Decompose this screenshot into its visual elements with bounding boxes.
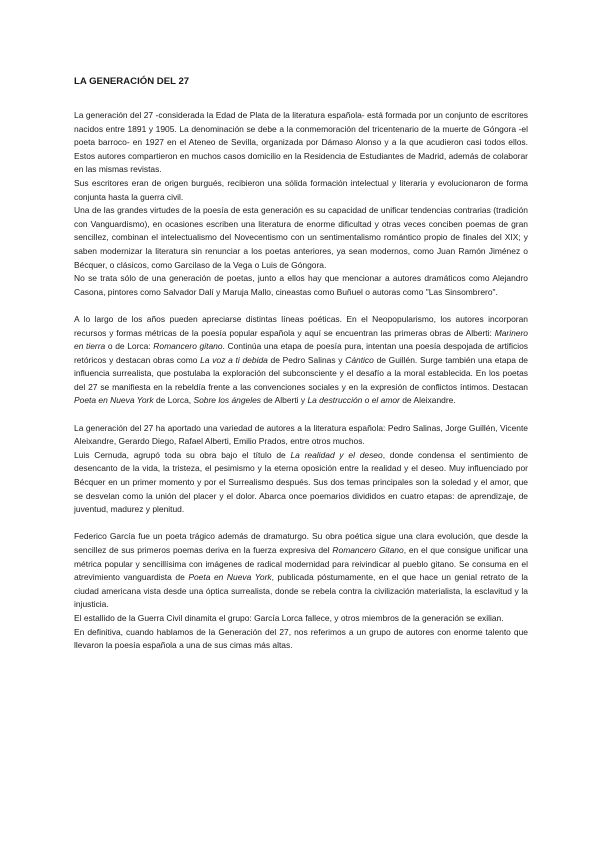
- paragraph-p6: [74, 422, 528, 449]
- italic-title: Cántico: [345, 354, 374, 365]
- text-segment: de Pedro Salinas y: [267, 354, 346, 365]
- text-segment: Federico García fue un poeta trágico además de dramaturgo. Su obra poética sigue una clara evolución, que desde la sencillez de sus primeros poemas deriva en la fuerza expresiva del: [74, 531, 528, 555]
- text-segment: En definitiva, cuando hablamos de la Generación del 27, nos referimos a un grupo de autores con enorme talento que llevaron la poesía española a una de sus cimas más altas.: [74, 626, 528, 651]
- text-segment: de Aleixandre.: [399, 395, 456, 406]
- document-body: [74, 109, 528, 653]
- paragraph-p8: [74, 530, 528, 612]
- paragraph-p2: [74, 177, 528, 204]
- paragraph-p3: [74, 204, 528, 272]
- text-segment: Sus escritores eran de origen burgués, recibieron una sólida formación intelectual y literaria y evolucionaron de forma conjunta hasta la guerra civil.: [74, 177, 528, 202]
- italic-title: Poeta en Nueva York: [188, 572, 272, 583]
- text-segment: , en el que consigue unificar una métrica popular y sencillísima con imágenes de radical modernidad para reivindicar al pueblo gitano. Se consuma en el atrevimiento vanguardista de: [74, 545, 529, 583]
- italic-title: La voz a ti debida: [200, 354, 268, 365]
- text-segment: No se trata sólo de una generación de poetas, junto a ellos hay que mencionar a autores dramáticos como Alejandro Casona, pintores como Salvador Dalí y Maruja Mallo, cineastas como Buñuel o autoras como "Las Sinsombrero".: [74, 273, 528, 297]
- text-segment: La generación del 27 ha aportado una variedad de autores a la literatura española: Pedro Salinas, Jorge Guillén, Vicente Aleixandre, Gerardo Diego, Rafael Alberti, Emilio Prados, entre otros muchos.: [74, 422, 528, 447]
- italic-title: Romancero Gitano: [332, 545, 404, 555]
- text-segment: de Alberti y: [261, 395, 308, 406]
- paragraph-p4: [74, 272, 528, 299]
- text-segment: , donde condensa el sentimiento de desencanto de la vida, la tristeza, el pesimismo y la eterna oposición entre la realidad y el deseo. Muy influenciado por Bécquer en un primer momento y por el Surrealismo después. Sus dos temas principales son la soledad y el amor, que se desvelan como la unión del placer y el dolor. Abarca once poemarios divididos en cuatro etapas: de aprendizaje, de juventud, madurez y plenitud.: [74, 449, 528, 515]
- italic-title: Poeta en Nueva York: [74, 395, 154, 406]
- paragraph-p1: [74, 109, 528, 177]
- italic-title: Sobre los ángeles: [193, 395, 262, 406]
- text-segment: . Continúa una etapa de poesía pura, intentan una poesía despojada de artificios retóricos y destacan obras como: [74, 341, 529, 365]
- text-segment: de Guillén. Surge también una etapa de influencia surrealista, que postulaba la exploración del subconsciente y el desafío a la moral establecida. En los poetas del 27 se manifiesta en la rebeldía frente a las convenciones sociales y en la expresión de conflictos íntimos. Destacan: [74, 354, 529, 392]
- paragraph-p10: [74, 626, 528, 653]
- paragraph-p7: [74, 449, 528, 517]
- italic-title: Romancero gitano: [153, 341, 223, 352]
- paragraph-p9: [74, 612, 528, 626]
- paragraph-p5: [74, 313, 528, 408]
- text-segment: A lo largo de los años pueden apreciarse distintas líneas poéticas. En el Neopopularismo, los autores incorporan recursos y formas métricas de la poesía popular española y aquí se encuentran las primeras obras de Alberti:: [74, 313, 528, 338]
- italic-title: Marinero en tierra: [74, 327, 528, 352]
- text-segment: Una de las grandes virtudes de la poesía de esta generación es su capacidad de unificar tendencias contrarias (tradición con Vanguardismo), en ocasiones escriben una literatura de enorme dificultad y otras veces conciben poemas de gran sencillez, combinan el intelectualismo del Novecentismo con un sentimentalismo romántico propio de finales del XIX; y saben modernizar la literatura sin renunciar a los poetas anteriores, ya sean modernos, como Juan Ramón Jiménez o Bécquer, o clásicos, como Garcilaso de la Vega o Luis de Góngora.: [74, 205, 528, 270]
- italic-title: La destrucción o el amor: [307, 395, 400, 406]
- italic-title: La realidad y el deseo: [290, 449, 383, 460]
- page-title: LA GENERACIÓN DEL 27: [74, 76, 190, 87]
- text-segment: Luis Cernuda, agrupó toda su obra bajo el título de: [74, 449, 291, 460]
- text-segment: El estallido de la Guerra Civil dinamita el grupo: García Lorca fallece, y otros miembros de la generación se exilian.: [74, 612, 504, 623]
- text-segment: , publicada póstumamente, en el que hace un genial retrato de la ciudad americana vista desde una óptica surrealista, donde se rebela contra la civilización materialista, la esclavitud y la injusticia.: [74, 572, 528, 610]
- text-segment: de Lorca,: [153, 395, 194, 406]
- text-segment: o de Lorca:: [105, 341, 154, 352]
- text-segment: La generación del 27 -considerada la Edad de Plata de la literatura española- está formada por un conjunto de escritores nacidos entre 1891 y 1905. La denominación se debe a la conmemoración del tricentenario de la muerte de Góngora -el poeta barroco- en 1927 en el Ateneo de Sevilla, organizada por Dámaso Alonso y a la que acudieron casi todos ellos. Estos autores compartieron en muchos casos domicilio en la Residencia de Estudiantes de Madrid, además de colaborar en las mismas revistas.: [74, 110, 528, 175]
